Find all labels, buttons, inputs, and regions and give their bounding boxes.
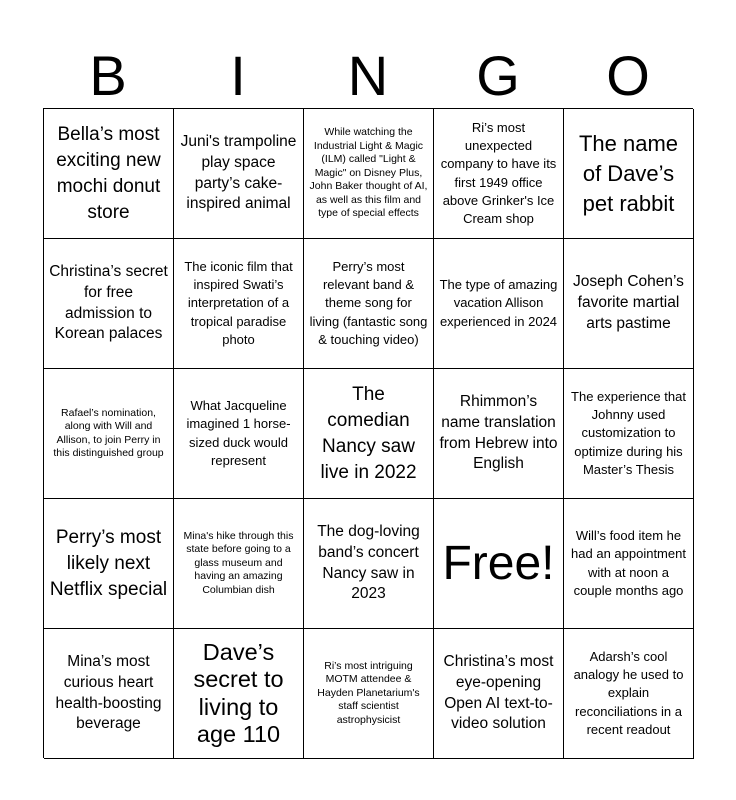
bingo-cell [174,239,304,369]
cell-text: While watching the Industrial Light & Magic (ILM) called "Light & Magic" on Disney Plus, John Baker thought of AI, as well as this film and type of special effects [309,126,428,220]
cell-text: Christina’s most eye-opening Open AI text-to-video solution [443,653,554,733]
cell-text: Bella’s most exciting new mochi donut store [56,123,161,223]
bingo-cell [174,499,304,629]
free-space-text: Free! [442,536,555,590]
bingo-cell [434,109,564,239]
bingo-cell [44,109,174,239]
bingo-cell [564,239,694,369]
cell-text: Ri’s most unexpected company to have its first 1949 office above Grinker's Ice Cream shop [440,119,557,226]
cell-text: Rafael’s nomination, along with Will and Allison, to join Perry in this distinguished group [53,406,164,459]
bingo-cell [174,629,304,759]
cell-text: The comedian Nancy saw live in 2022 [320,383,417,483]
free-space-cell [434,499,564,629]
header-letter-g: G [476,44,520,107]
cell-text: Adarsh’s cool analogy he used to explain reconciliations in a recent readout [573,648,684,737]
cell-text: Dave’s secret to living to age 110 [193,638,284,747]
bingo-cell [564,629,694,759]
cell-text: Mina's hike through this state before going to a glass museum and having an amazing Columbian dish [183,529,294,596]
cell-text: Will’s food item he had an appointment with at noon a couple months ago [571,528,686,598]
cell-text: Joseph Cohen’s favorite martial arts pastime [573,273,684,332]
bingo-cell [304,239,434,369]
bingo-cell [564,109,694,239]
bingo-cell [564,499,694,629]
cell-text: Christina’s secret for free admission to Korean palaces [49,263,168,343]
bingo-header [43,44,693,108]
header-letter-o: O [606,44,650,107]
bingo-cell [44,369,174,499]
bingo-cell [434,239,564,369]
cell-text: The dog-loving band’s concert Nancy saw in 2023 [317,523,420,603]
cell-text: The name of Dave’s pet rabbit [578,130,679,216]
cell-text: Juni's trampoline play space party’s cake-inspired animal [180,133,297,213]
header-letter-n: N [347,44,389,107]
header-letter-i: I [230,44,246,107]
cell-text: Mina’s most curious heart health-boosting beverage [55,653,162,733]
cell-text: Rhimmon’s name translation from Hebrew into English [439,393,558,473]
bingo-cell [434,369,564,499]
cell-text: What Jacqueline imagined 1 horse-sized duck would represent [186,398,291,468]
cell-text: The experience that Johnny used customization to optimize during his Master’s Thesis [571,388,686,477]
bingo-cell [174,369,304,499]
bingo-cell [174,109,304,239]
bingo-cell [564,369,694,499]
bingo-cell [304,369,434,499]
bingo-cell [44,629,174,759]
bingo-cell [304,109,434,239]
cell-text: Perry’s most likely next Netflix special [49,526,168,600]
bingo-board [43,108,693,758]
bingo-cell [44,239,174,369]
bingo-cell [44,499,174,629]
bingo-cell [304,499,434,629]
header-letter-b: B [89,44,127,107]
cell-text: The type of amazing vacation Allison experienced in 2024 [439,277,558,329]
bingo-cell [304,629,434,759]
cell-text: The iconic film that inspired Swati’s interpretation of a tropical paradise photo [184,258,293,347]
cell-text: Perry’s most relevant band & theme song for living (fantastic song & touching video) [309,258,428,347]
bingo-cell [434,629,564,759]
cell-text: Ri’s most intriguing MOTM attendee & Hayden Planetarium's staff scientist astrophysicist [317,659,420,726]
